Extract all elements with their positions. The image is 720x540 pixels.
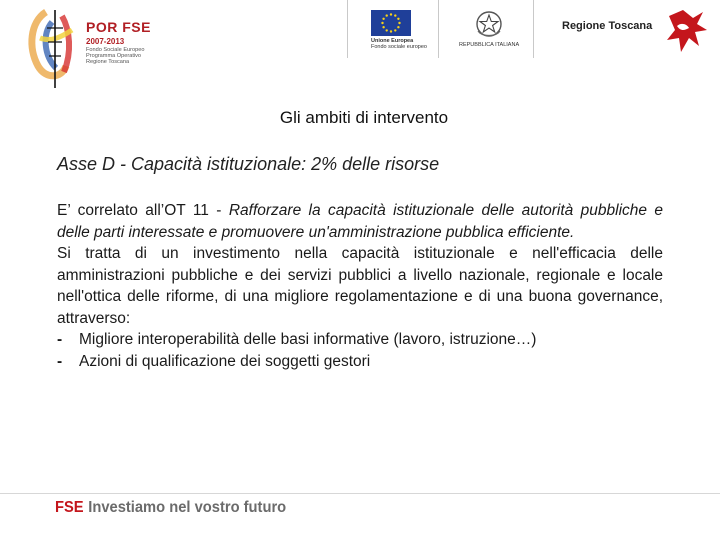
body-text: [57, 200, 663, 372]
por-fse-title: POR FSE: [86, 19, 151, 35]
bullet-text: Azioni di qualificazione dei soggetti gestori: [79, 352, 371, 370]
por-fse-subtitle-line: Fondo Sociale Europeo: [86, 47, 145, 53]
header-divider: [533, 0, 534, 58]
bullet-list: [57, 329, 663, 372]
bullet-item: [57, 329, 663, 351]
italian-republic-text: REPUBBLICA ITALIANA: [459, 42, 520, 48]
paragraph-objective-italic: Rafforzare la capacità istituzionale delle autorità pubbliche e delle parti interessate e promuovere un'amministrazione pubblica efficiente.: [57, 202, 664, 241]
section-heading: Asse D - Capacità istituzionale: 2% delle risorse: [57, 154, 440, 174]
paragraph-investment: Si tratta di un investimento nella capacità istituzionale e nell'efficacia delle amministrazioni pubbliche e dei servizi pubblici a livello nazionale, regionale e locale nell'ottica delle riforme, di una migliore regolamentazione e di una buona governance, attraverso:: [57, 245, 663, 327]
eu-logo-text-line: Fondo sociale europeo: [371, 44, 427, 50]
regione-toscana-text: Regione Toscana: [562, 20, 653, 32]
footer-divider: [0, 493, 720, 494]
header-divider: [347, 0, 348, 58]
footer-slogan: Investiamo nel vostro futuro: [88, 499, 287, 516]
por-fse-subtitle-line: Programma Operativo: [86, 53, 142, 60]
por-fse-subtitle: [86, 47, 144, 66]
pegasus-logo-icon: [663, 6, 711, 56]
slide-title: Gli ambiti di intervento: [279, 108, 449, 127]
por-fse-years: 2007-2013: [86, 37, 125, 46]
footer-tagline: [55, 499, 286, 517]
footer-fse-label: FSE: [55, 499, 84, 516]
eu-logo-text: [371, 38, 427, 50]
paragraph-objective-lead: E’ correlato all’OT 11 -: [57, 202, 229, 219]
por-fse-subtitle-line: Regione Toscana: [86, 59, 130, 66]
bullet-marker: -: [57, 331, 63, 348]
italian-republic-emblem-icon: [474, 9, 504, 39]
eu-logo-text-line: Unione Europea: [371, 38, 414, 44]
bullet-item: [57, 351, 663, 373]
header-divider: [438, 0, 439, 58]
bullet-text: Migliore interoperabilità delle basi informative (lavoro, istruzione…): [79, 331, 537, 348]
header-bar: [0, 0, 720, 92]
paragraph-objective: [57, 200, 663, 243]
bullet-marker: -: [57, 352, 63, 370]
eu-flag-icon: [371, 10, 411, 36]
